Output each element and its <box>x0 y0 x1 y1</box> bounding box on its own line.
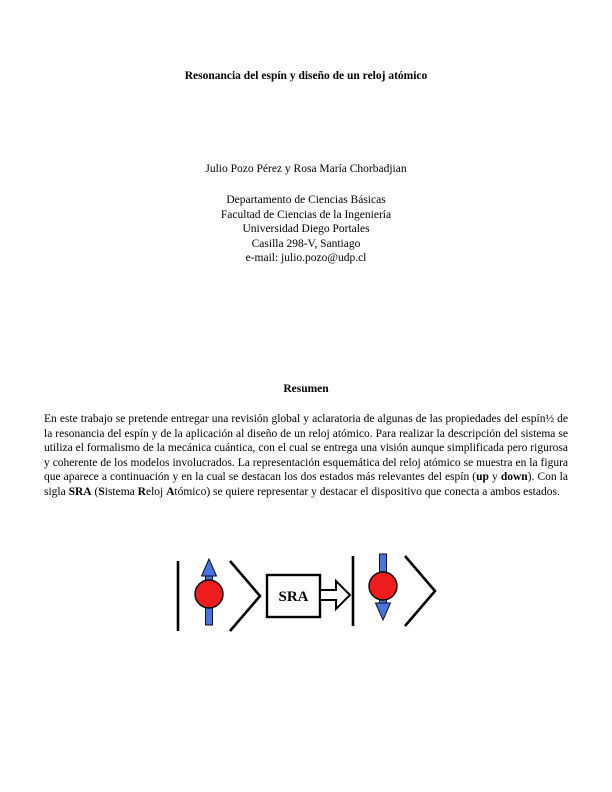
abstract-bold-up: up <box>476 471 489 484</box>
block-right-arrow-icon <box>320 581 350 609</box>
abstract-text: tómico) se quiere representar y destacar el dispositivo que conecta a ambos estados. <box>174 485 560 498</box>
affiliation-email: e-mail: julio.pozo@udp.cl <box>245 252 367 264</box>
particle-dot-icon <box>369 572 397 600</box>
sra-box-label: SRA <box>278 589 309 605</box>
spin-up-arrow-head-icon <box>202 559 217 576</box>
abstract-bold-s: S <box>98 485 105 498</box>
spin-up-ket <box>178 559 260 631</box>
spin-down-arrow-head-icon <box>376 603 391 620</box>
affiliation-block <box>0 193 612 266</box>
abstract-bold-sra: SRA <box>68 485 92 498</box>
figure-canvas <box>166 547 446 642</box>
abstract-bold-a: A <box>166 485 175 498</box>
abstract-bold-r: R <box>137 485 146 498</box>
spin-down-ket <box>353 554 435 626</box>
abstract-text: istema <box>104 485 138 498</box>
abstract-text: En este trabajo se pretende entregar una revisión global y aclaratoria de algunas de las propiedades del espín½ de la resonancia del espín y de la aplicación al diseño de un reloj atómico. Para realizar la descripción del sistema se utiliza el formalismo de la mecánica cuántica, con el cual se entrega una visión aunque simplificada pero rigurosa y coherente de los modelos involucrados. La representación esquemática del reloj atómico se muestra en la figura que aparece a continuación y en la cual se destacan los dos estados más relevantes del espín ( <box>44 413 568 484</box>
atomic-clock-schematic-figure <box>166 547 446 642</box>
right-ket-angle-bracket <box>405 556 435 626</box>
abstract-bold-down: down <box>500 471 528 484</box>
particle-dot-icon <box>195 580 223 608</box>
sra-device <box>267 575 350 617</box>
abstract-paragraph <box>44 412 568 500</box>
abstract-text: ). Con la sigla <box>44 471 568 498</box>
page-title: Resonancia del espín y diseño de un reloj atómico <box>184 70 428 82</box>
left-ket-angle-bracket <box>230 561 260 631</box>
abstract-heading: Resumen <box>283 383 329 395</box>
abstract-text: ( <box>91 485 99 498</box>
abstract-text: y <box>488 471 501 484</box>
abstract-text: eloj <box>145 485 167 498</box>
affiliation-university: Universidad Diego Portales <box>242 223 370 235</box>
affiliation-address: Casilla 298-V, Santiago <box>251 237 361 250</box>
affiliation-department: Departamento de Ciencias Básicas <box>226 194 386 206</box>
affiliation-faculty: Facultad de Ciencias de la Ingeniería <box>220 208 392 221</box>
authors-line: Julio Pozo Pérez y Rosa María Chorbadjian <box>205 163 407 175</box>
